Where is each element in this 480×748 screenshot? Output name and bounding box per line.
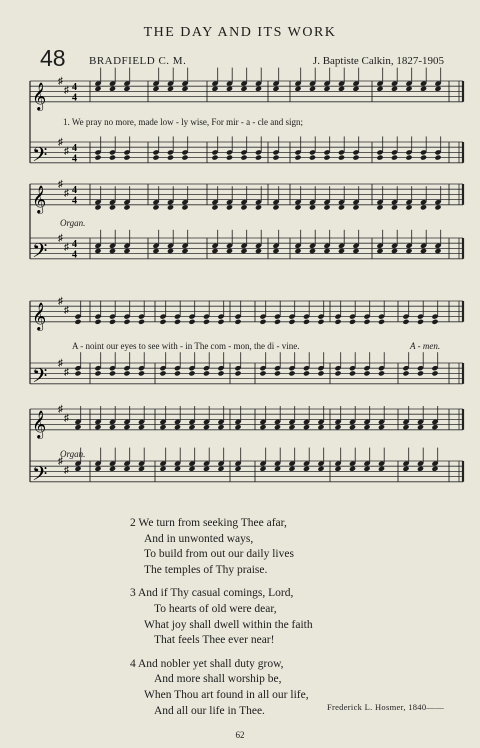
verse-line: And more shall worship be,	[154, 673, 282, 686]
page-number: 62	[235, 730, 245, 740]
svg-text:♯: ♯	[58, 296, 63, 307]
lyrics-line-2: A - noint our eyes to see with - in The com - mon, the di - vine.	[72, 341, 300, 351]
svg-text:♯: ♯	[58, 76, 63, 87]
organ-label-1: Organ.	[60, 218, 86, 228]
staff	[30, 296, 463, 331]
staff	[30, 179, 463, 214]
svg-text:𝄞: 𝄞	[32, 81, 47, 110]
verse-line: When Thou art found in all our life,	[144, 688, 309, 701]
amen-lyric: A - men.	[410, 341, 441, 351]
tune-name: BRADFIELD C. M.	[89, 55, 187, 67]
svg-text:4: 4	[72, 82, 77, 93]
verse-line: To build from out our daily lives	[144, 548, 294, 561]
svg-text:♯: ♯	[58, 233, 63, 244]
svg-text:♯: ♯	[64, 464, 69, 476]
verses-block	[130, 516, 313, 727]
verse-line: And all our life in Thee.	[154, 704, 265, 717]
svg-text:♯: ♯	[64, 366, 69, 378]
verse-line: And in unwonted ways,	[144, 532, 254, 545]
svg-text:𝄞: 𝄞	[32, 184, 47, 213]
svg-text:♯: ♯	[64, 145, 69, 157]
verse-line: What joy shall dwell within the faith	[144, 618, 313, 631]
svg-text:♯: ♯	[58, 137, 63, 148]
organ-label-2: Organ.	[60, 449, 86, 459]
svg-text:𝄢: 𝄢	[32, 461, 48, 490]
verse-line: The temples of Thy praise.	[144, 563, 268, 576]
svg-text:4: 4	[72, 239, 77, 250]
svg-text:♯: ♯	[58, 404, 63, 415]
staff	[30, 352, 463, 392]
staff	[30, 448, 463, 490]
composer-credit: J. Baptiste Calkin, 1827-1905	[312, 55, 444, 67]
verse-line: 4 And nobler yet shall duty grow,	[130, 657, 284, 670]
section-title: THE DAY AND ITS WORK	[143, 25, 337, 40]
svg-text:♯: ♯	[64, 304, 69, 316]
svg-text:4: 4	[72, 185, 77, 196]
verse-line: To hearts of old were dear,	[154, 602, 277, 615]
svg-text:4: 4	[72, 92, 77, 104]
verse-line: That feels Thee ever near!	[154, 634, 275, 647]
hymn-number: 48	[40, 45, 66, 71]
svg-text:𝄢: 𝄢	[32, 142, 48, 171]
verse-line: 2 We turn from seeking Thee afar,	[130, 517, 287, 529]
lyrics-line-1: 1. We pray no more, made low - ly wise, For mir - a - cle and sign;	[63, 117, 304, 127]
svg-text:4: 4	[72, 249, 77, 261]
svg-text:𝄞: 𝄞	[32, 409, 47, 438]
svg-text:♯: ♯	[64, 412, 69, 424]
svg-text:♯: ♯	[64, 241, 69, 253]
svg-text:♯: ♯	[58, 179, 63, 190]
verse-4	[130, 657, 313, 719]
svg-text:♯: ♯	[64, 84, 69, 96]
verse-2	[130, 516, 313, 578]
svg-text:4: 4	[72, 195, 77, 207]
staff	[30, 230, 463, 267]
staff	[30, 404, 463, 439]
staff	[30, 136, 463, 170]
svg-text:♯: ♯	[64, 187, 69, 199]
verse-3	[130, 586, 313, 648]
svg-text:𝄢: 𝄢	[32, 238, 48, 267]
svg-text:4: 4	[72, 153, 77, 165]
svg-text:𝄢: 𝄢	[32, 363, 48, 392]
svg-text:♯: ♯	[58, 358, 63, 369]
svg-text:𝄞: 𝄞	[32, 301, 47, 330]
verse-line: 3 And if Thy casual comings, Lord,	[130, 587, 294, 600]
staff	[30, 68, 463, 111]
svg-text:♯: ♯	[58, 456, 63, 467]
svg-text:4: 4	[72, 143, 77, 154]
author-credit: Frederick L. Hosmer, 1840——	[326, 702, 444, 712]
